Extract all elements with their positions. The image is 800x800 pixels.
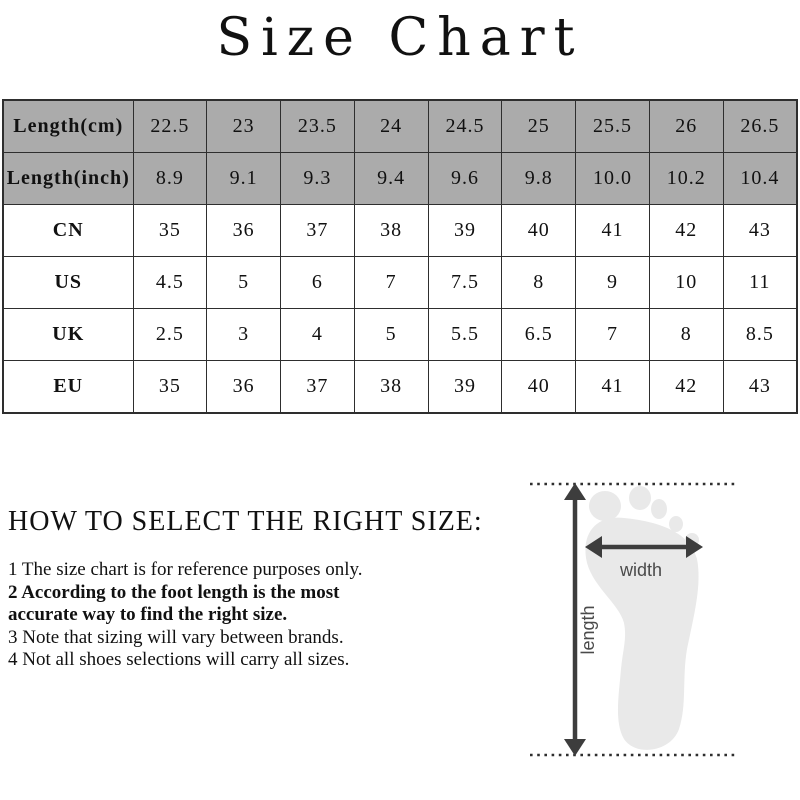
table-cell: 5.5 bbox=[428, 309, 502, 361]
table-cell: 9.1 bbox=[207, 153, 281, 205]
table-row bbox=[3, 309, 797, 361]
toe-shape bbox=[669, 516, 683, 532]
row-label: Length(cm) bbox=[3, 100, 133, 153]
table-cell: 41 bbox=[576, 361, 650, 414]
guide-item: 2 According to the foot length is the most accurate way to find the right size. bbox=[8, 581, 340, 625]
table-cell: 9.3 bbox=[281, 153, 355, 205]
table-cell: 37 bbox=[281, 205, 355, 257]
guide-item: 4 Not all shoes selections will carry all sizes. bbox=[8, 649, 350, 670]
table-cell: 38 bbox=[354, 205, 428, 257]
table-cell: 8.9 bbox=[133, 153, 207, 205]
table-cell: 9.6 bbox=[428, 153, 502, 205]
page-title: Size Chart bbox=[216, 8, 584, 68]
row-label: US bbox=[3, 257, 133, 309]
table-cell: 7 bbox=[354, 257, 428, 309]
table-cell: 25.5 bbox=[576, 100, 650, 153]
table-cell: 4.5 bbox=[133, 257, 207, 309]
footprint-graphic bbox=[585, 486, 699, 750]
table-row bbox=[3, 257, 797, 309]
guide-item: 1 The size chart is for reference purposes only. bbox=[8, 559, 363, 580]
table-cell: 24 bbox=[354, 100, 428, 153]
row-label: UK bbox=[3, 309, 133, 361]
table-cell: 40 bbox=[502, 205, 576, 257]
row-label: Length(inch) bbox=[3, 153, 133, 205]
table-cell: 5 bbox=[207, 257, 281, 309]
table-cell: 35 bbox=[133, 361, 207, 414]
toe-shape bbox=[651, 499, 667, 519]
table-cell: 23.5 bbox=[281, 100, 355, 153]
table-cell: 7 bbox=[576, 309, 650, 361]
table-cell: 36 bbox=[207, 205, 281, 257]
row-label: EU bbox=[3, 361, 133, 414]
table-cell: 10.4 bbox=[723, 153, 797, 205]
table-cell: 5 bbox=[354, 309, 428, 361]
table-cell: 22.5 bbox=[133, 100, 207, 153]
guide-heading: HOW TO SELECT THE RIGHT SIZE: bbox=[8, 506, 483, 537]
table-row bbox=[3, 205, 797, 257]
toe-shape bbox=[629, 486, 651, 510]
table-cell: 24.5 bbox=[428, 100, 502, 153]
table-cell: 40 bbox=[502, 361, 576, 414]
table-cell: 8 bbox=[502, 257, 576, 309]
foot-sole-shape bbox=[585, 518, 698, 750]
foot-measure-diagram bbox=[528, 463, 790, 775]
table-cell: 3 bbox=[207, 309, 281, 361]
length-label: length bbox=[578, 605, 598, 655]
size-guide-section bbox=[8, 506, 508, 672]
guide-list bbox=[8, 559, 410, 672]
width-label: width bbox=[619, 560, 663, 580]
table-cell: 9.4 bbox=[354, 153, 428, 205]
table-cell: 37 bbox=[281, 361, 355, 414]
table-cell: 43 bbox=[723, 361, 797, 414]
size-table-body bbox=[3, 100, 797, 413]
table-cell: 39 bbox=[428, 205, 502, 257]
table-cell: 6 bbox=[281, 257, 355, 309]
table-cell: 10.2 bbox=[649, 153, 723, 205]
table-cell: 8 bbox=[649, 309, 723, 361]
table-cell: 23 bbox=[207, 100, 281, 153]
table-cell: 7.5 bbox=[428, 257, 502, 309]
table-cell: 8.5 bbox=[723, 309, 797, 361]
table-cell: 4 bbox=[281, 309, 355, 361]
table-cell: 43 bbox=[723, 205, 797, 257]
table-cell: 9.8 bbox=[502, 153, 576, 205]
guide-item: 3 Note that sizing will vary between brands. bbox=[8, 626, 344, 648]
table-cell: 10 bbox=[649, 257, 723, 309]
table-cell: 10.0 bbox=[576, 153, 650, 205]
table-cell: 38 bbox=[354, 361, 428, 414]
table-cell: 35 bbox=[133, 205, 207, 257]
table-cell: 42 bbox=[649, 361, 723, 414]
table-cell: 42 bbox=[649, 205, 723, 257]
row-label: CN bbox=[3, 205, 133, 257]
table-row bbox=[3, 361, 797, 414]
table-cell: 11 bbox=[723, 257, 797, 309]
table-row bbox=[3, 100, 797, 153]
big-toe-shape bbox=[589, 491, 621, 521]
size-conversion-table bbox=[2, 99, 798, 414]
table-cell: 36 bbox=[207, 361, 281, 414]
table-cell: 9 bbox=[576, 257, 650, 309]
table-row bbox=[3, 153, 797, 205]
table-cell: 25 bbox=[502, 100, 576, 153]
table-cell: 2.5 bbox=[133, 309, 207, 361]
table-cell: 41 bbox=[576, 205, 650, 257]
table-cell: 6.5 bbox=[502, 309, 576, 361]
table-cell: 39 bbox=[428, 361, 502, 414]
table-cell: 26 bbox=[649, 100, 723, 153]
table-cell: 26.5 bbox=[723, 100, 797, 153]
